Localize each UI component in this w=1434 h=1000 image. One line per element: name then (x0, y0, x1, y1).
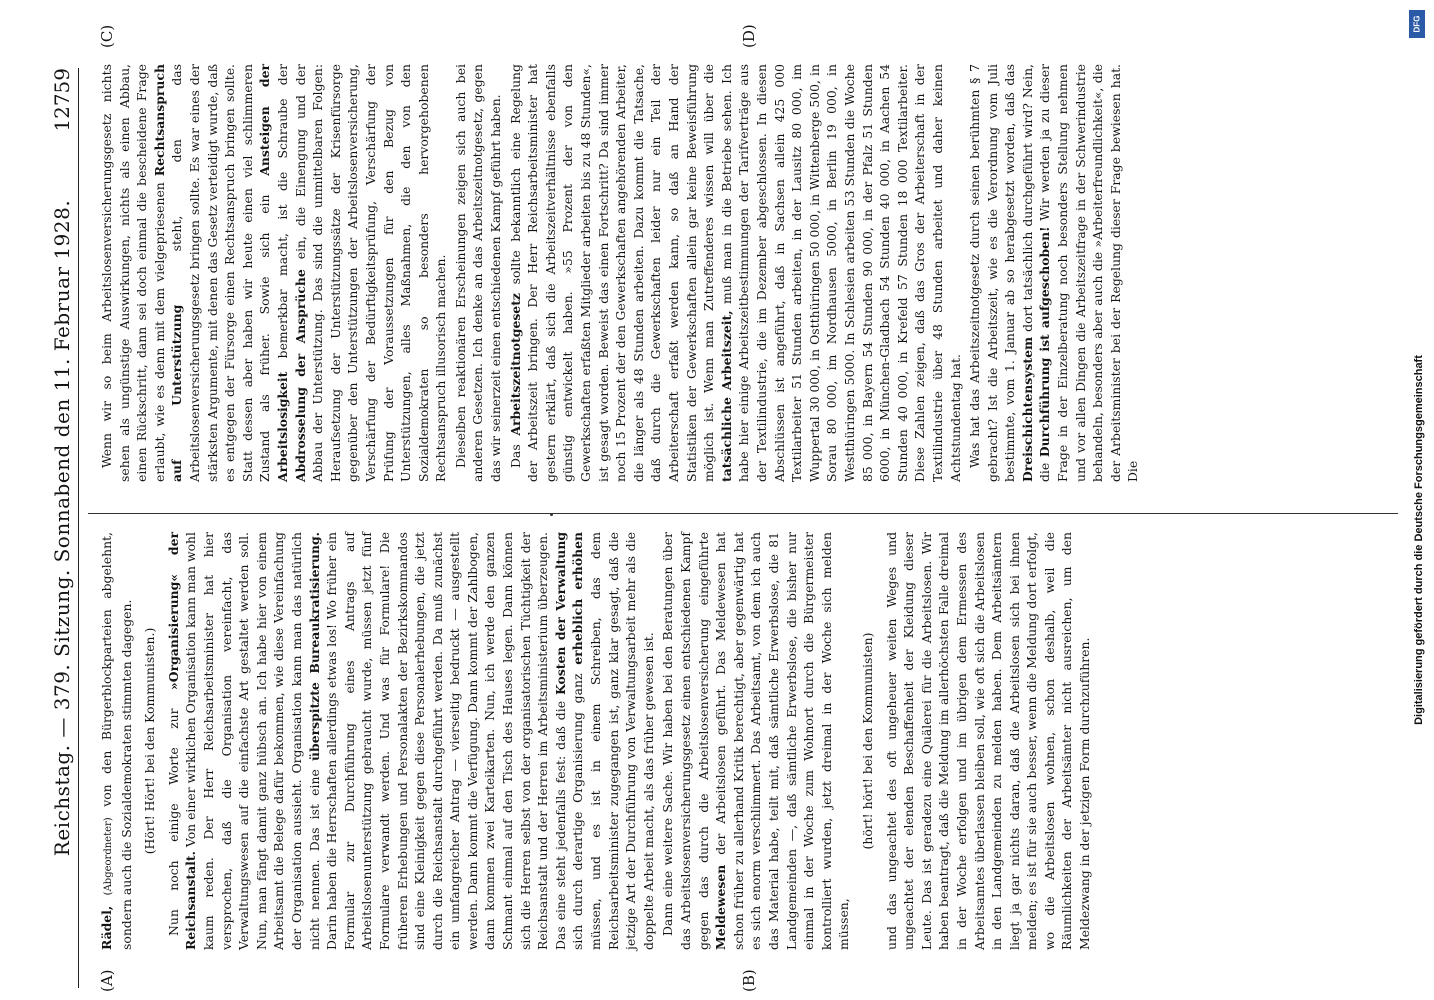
speaker-role: (Abgeordneter) (103, 817, 114, 896)
dfg-logo-text: DFG (1412, 15, 1422, 33)
emphasis-span: tatsächliche Arbeitszeit, (718, 310, 734, 482)
page-header-title: Reichstag. — 379. Sitzung. Sonnabend den 11. Februar 1928. (50, 199, 74, 857)
running-head (48, 68, 79, 988)
text-span: Darin haben die Herrschaften allerdings etwas los! Wo früher ein Formular zur Durchführung eines Antrags auf Arbeitslosenunterstützung gebraucht wurde, müssen jetzt fünf Formulare verwandt werden. Und was für Formulare! Die früheren Erhebungen und Personalakten der Bezirkskommandos sind eine Kleinigkeit gegen diese Personalerhebungen, die jetzt durch die Reichsanstalt durchgeführt werden. Da muß zunächst ein umfangreicher Antrag — vierseitig bedruckt — ausgestellt werden. Dann kommt die Verfügung. Dann kommt der Zahlbogen, dann kommen zwei Karteikarten. Nun, ich werde den ganzen Schmant einmal auf den Tisch des Hauses legen. Dann können sich die Herren selbst von der organisatorischen Tüchtigkeit der Reichsanstalt und der Herren im Arbeitsministerium überzeugen. Das eine steht jedenfalls fest: daß die (324, 532, 568, 950)
emphasis-span: Durchführung ist aufgeschoben! (1037, 226, 1053, 458)
emphasis-span: Rechtsanspruch auf Unterstützung (151, 64, 185, 482)
interjection: (Hört! Hört! bei den Kommunisten.) (142, 627, 158, 855)
text-span: Wir werden ja zu dieser Frage in der Einzelberatung noch besonders Stellung nehmen und vor allen Dingen die Arbeitszeitfrage in der Schwerindustrie behandeln, besonders aber auch die »Arbeiterfreundlichkeit«, die der Arbeitsminister bei der Regelung dieser Frage bewiesen hat. Die (1037, 64, 1141, 482)
text-span: müssen, und es ist in einem Schreiben, das dem Reichsarbeitsminister zugegangen ist, ganz klar gesagt, daß die jetzige Art der Durchführung von Verwaltungsarbeit mehr als die doppelte Arbeit macht, als das früher gewesen ist. (588, 532, 656, 950)
text-span: sollte bekanntlich eine Regelung der Arbeitszeit bringen. Der Herr Reichsarbeitsminister hat gestern erklärt, daß sich die Arbeitszeitverhältnisse ebenfalls günstig entwickelt haben. »55 Prozent der von den Gewerkschaften erfaßten Mitglieder arbeiten bis zu 48 Stunden«, ist gesagt worden. Beweist das einen Fortschritt? Da sind immer noch 15 Prozent der den Gewerkschaften angehörenden Arbeiter, die länger als 48 Stunden arbeiten. Dazu kommt die Tatsache, daß durch die Gewerkschaften leider nur ein Teil der Arbeiterschaft erfaßt werden kann, so daß an Hand der Statistiken der Gewerkschaften allein gar keine Beweisführung möglich ist. Wenn man Zutreffenderes wissen will über die (507, 64, 717, 482)
digitization-notice-strip (1404, 0, 1434, 1000)
margin-mark-c: (C) (98, 24, 116, 48)
text-span: Das (507, 444, 523, 468)
emphasis-span: Arbeitszeitnotgesetz (507, 293, 523, 436)
emphasis-span: Abdrosselung der Ansprüche (292, 269, 308, 482)
paragraph (966, 64, 1142, 482)
text-span: Nun noch einige Worte zur (165, 708, 181, 936)
digitization-notice: Digitalisierung gefördert durch die Deutsche Forschungsgemeinschaft (1413, 355, 1425, 725)
text-span: Wenn wir so beim Arbeitslosenversicherungsgesetz nichts sehen als ungünstige Auswirkungen, nichts als einen Abbau, einen Rückschritt, dann sei doch einmal die bescheidene Frage erlaubt, wie es denn mit dem vielgepriesenen (99, 64, 167, 482)
text-span: Was hat das Arbeitszeitnotgesetz durch seinen berühmten § 7 gebracht? Ist die Arbeitszeit, wie es die Verordnung vom Juli bestimmte, vom 1. Januar ab so herabgesetzt worden, daß das (967, 64, 1018, 482)
text-span: bemerkbar macht, ist die Schraube der (274, 64, 290, 359)
paragraph (165, 532, 658, 950)
paragraph: Dieselben reaktionären Erscheinungen zeigen sich auch bei anderen Gesetzen. Ich denke an das Arbeitszeitnotgesetz, gegen das wir seinerzeit einen entschiedenen Kampf geführt haben. (452, 64, 504, 482)
margin-mark-a: (A) (98, 969, 116, 992)
text-span: Von einer wirklichen Organisation kann man wohl kaum reden. Der Herr Reichsarbeitsminister hat hier versprochen, daß die Organisation vereinfacht, das Verwaltungswesen auf die einfachste Art gestaltet werden soll. Nun, man fängt damit ganz hübsch an. Ich habe hier von einem Arbeitsamt die Belege dafür bekommen, wie diese Vereinfachung der Organisation aussieht. Organisation kann man das natürlich nicht nennen. Das ist eine (183, 532, 322, 950)
right-column (98, 64, 1398, 482)
emphasis-span: erheblich erhöhen (570, 532, 586, 665)
text-span: ein, die Einengung und der Abbau der Unterstützung. Das sind die unmittelbaren Folgen: Heraufsetzung der Unterstützungssätze der Krisenfürsorge gegenüber den Unterstützungen der Arbeitslosenversicherung, Verschärfung der Bedürftigkeitsprüfung, Verschärfung der Prüfung der Voraussetzungen für den Bezug von Unterstützungen, alles Maßnahmen, die den von den Sozialdemokraten so besonders hervorgehobenen Rechtsanspruch illusorisch machen. (292, 64, 449, 482)
emphasis-span: Ansteigen der Arbeitslosigkeit (257, 64, 290, 482)
text-span: muß man in die Betriebe sehen. Ich habe hier einige Arbeitszeitbestimmungen der Tarifverträge aus der Textilindustrie, die im Dezember abgeschlossen. In diesen Abschlüssen ist angeführt, daß in Sachsen allein 425 000 Textilarbeiter 51 Stunden arbeiten, in der Lausitz 80 000, im Wuppertal 30 000, in Ostthüringen 50 000, in Wittenberge 500, in Sorau 80 000, im Nordhausen 5000, in Berlin 19 000, in Westthüringen 5000. In Schlesien arbeiten 53 Stunden die Woche 85 000, in Bayern 54 Stunden 90 000, in der Pfalz 51 Stunden 6000, in München-Gladbach 54 Stunden 40 000, in Aachen 54 Stunden 40 000, in Krefeld 57 Stunden 18 000 Textilarbeiter. Diese Zahlen zeigen, daß das Gros der Arbeiterschaft in der Textilindustrie über 48 Stunden arbeitet und daher keinen Achtstundentag hat. (718, 64, 963, 482)
paragraph-text: von den Bürgerblockparteien abgelehnt, sondern auch die Sozialdemokraten stimmten dagegen. (99, 532, 134, 950)
speaker-name: Rädel, (99, 905, 114, 950)
paragraph (98, 64, 450, 482)
emphasis-span: überspitzte Bureaukratisierung. (306, 532, 322, 761)
emphasis-span: Dreischichtensystem (1019, 336, 1035, 482)
text-span: sich durch derartige Organisierung ganz (570, 673, 586, 950)
page-number: 12759 (50, 68, 74, 132)
left-column (98, 532, 1398, 950)
emphasis-span: Kosten der Verwaltung (552, 532, 568, 695)
paragraph (659, 532, 853, 950)
dfg-logo (1409, 10, 1425, 38)
margin-mark-b: (B) (740, 969, 758, 992)
emphasis-span: »Organisierung« der Reichsanstalt. (165, 532, 199, 950)
column-divider (88, 513, 1398, 514)
paragraph (507, 64, 964, 482)
speaker-line (98, 532, 135, 950)
rotated-page (40, 0, 1420, 1000)
text-span: Dann eine weitere Sache. Wir haben bei den Beratungen über das Arbeitslosenversicherungsgesetz einen entschiedenen Kampf gegen das durch die Arbeitslosenversicherung eingeführte (660, 532, 711, 950)
emphasis-span: Meldewesen (713, 864, 729, 950)
margin-mark-d: (D) (740, 24, 758, 48)
text-span: der Arbeitslosen geführt. Das Meldewesen hat schon früher zu allerhand Kritik berechtigt, aber gegenwärtig hat es sich enorm verschlimmert. Das Arbeitsamt, von dem ich auch das Material habe, teilt mit, daß sämtliche Erwerbslose, die 81 Landgemeinden —, daß sämtliche Erwerbslose, die bisher nur einmal in der Woche zum Wohnort durch die Bürgermeister kontrolliert wurden, jetzt dreimal in der Woche sich melden müssen, (713, 532, 852, 950)
paragraph: und das ungeachtet des oft ungeheuer weiten Weges und ungeachtet der elenden Beschaffenheit der Kleidung dieser Leute. Das ist geradezu eine Quälerei für die Arbeitslosen. Wir haben beantragt, daß die Meldung im allerhöchsten Falle dreimal in der Woche erfolgen und im übrigen dem Ermessen des Arbeitsamtes überlassen bleiben soll, wie oft sich die Arbeitslosen in den Landgemeinden zu melden haben. Dem Arbeitsämtern liegt ja gar nichts daran, daß die Arbeitslosen sich bei ihnen melden; es ist für sie auch besser, wenn die Meldung dort erfolgt, wo die Arbeitslosen wohnen, schon deshalb, weil die Räumlichkeiten der Arbeitsämter nicht ausreichen, um den Meldezwang in der jetzigen Form durchzuführen. (883, 532, 1093, 950)
text-span: dort tatsächlich durchgeführt wird? Nein, die (1019, 64, 1053, 482)
text-span: steht, den das Arbeitslosenversicherungsgesetz bringen sollte. Es war eines der stärksten Argumente, mit denen das Gesetz verteidigt wurde, daß es entgegen der Fürsorge einen Rechtsanspruch bringen sollte. Statt dessen aber haben wir heute einen viel schlimmeren Zustand als früher. Sowie sich ein (169, 63, 273, 482)
interjection: (hört! hört! bei den Kommunisten) (859, 632, 875, 850)
